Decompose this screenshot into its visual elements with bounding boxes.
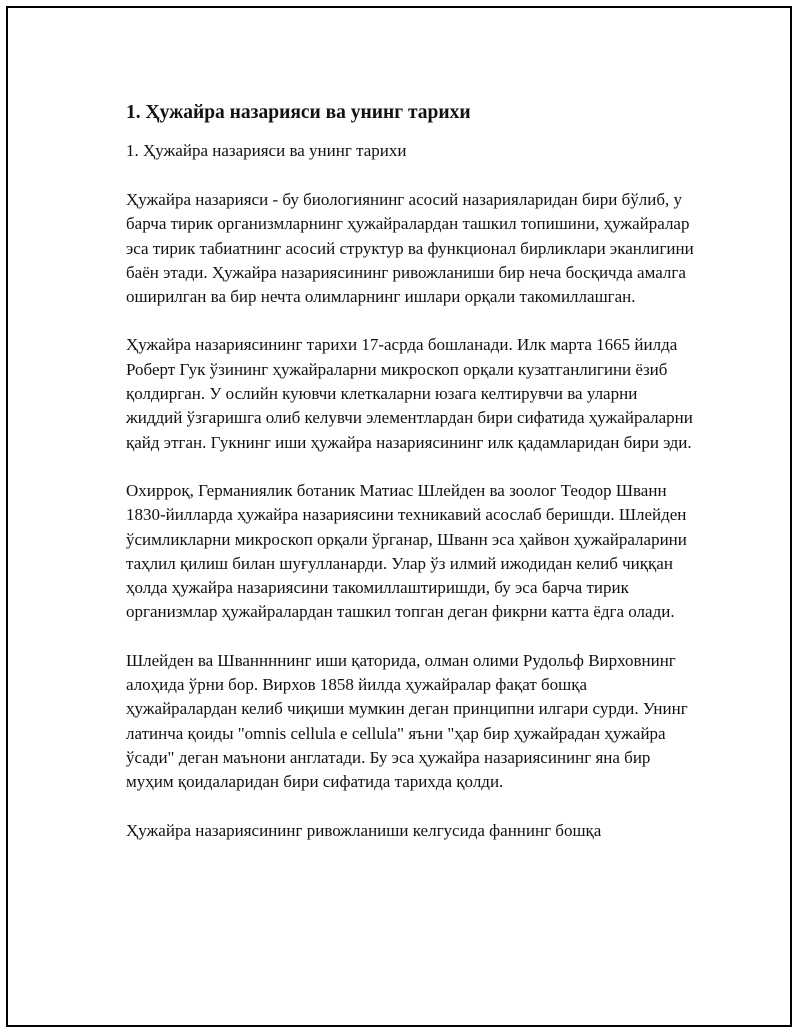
paragraph-intro: Ҳужайра назарияси - бу биологиянинг асосий назарияларидан бири бўлиб, у барча тирик организмларнинг ҳужайралардан ташкил топишини, ҳужайралар эса тирик табиатнинг асосий структур ва функционал бирликлари эканлигини баён этади. Ҳужайра назариясининг ривожланиши бир неча босқичда амалга оширилган ва бир нечта олимларнинг ишлари орқали такомиллашган.	[126, 190, 694, 307]
paragraph-virchow: Шлейден ва Шваннннинг иши қаторида, олман олими Рудольф Вирховнинг алоҳида ўрни бор. Вирхов 1858 йилда ҳужайралар фақат бошқа ҳужайралардан келиб чиқиши мумкин деган принципни илгари сурди. Унинг латинча қоиды "omnis cellula e cellula" яъни "ҳар бир ҳужайрадан ҳужайра ўсади" деган маънони англатади. Бу эса ҳужайра назариясининг яна бир муҳим қоидаларидан бири сифатида тарихда қолди.	[126, 650, 688, 792]
document-heading: 1. Ҳужайра назарияси ва унинг тарихи	[126, 102, 471, 123]
document-body	[126, 100, 696, 843]
paragraph-schleiden-schwann: Охирроқ, Германиялик ботаник Матиас Шлейден ва зоолог Теодор Шванн 1830-йилларда ҳужайра назариясини техникавий асослаб беришди. Шлейден ўсимликларни микроскоп орқали ўрганар, Шванн эса ҳайвон ҳужайраларини таҳлил қилиш билан шуғулланарди. Улар ўз илмий ижодидан келиб чиққан ҳолда ҳужайра назариясини такомиллаштиришди, бу эса барча тирик организмлар ҳужайралардан ташкил топган деган фикрни катта ёдга олади.	[126, 480, 687, 622]
paragraph-history-hooke: Ҳужайра назариясининг тарихи 17-асрда бошланади. Илк марта 1665 йилда Роберт Гук ўзининг ҳужайраларни микроскоп орқали кузатганлигини ёзиб қолдирган. У ослийн куювчи клеткаларни юзага келтирувчи ва уларни жиддий ўзгаришга олиб келувчи элементлардан бири сифатида ҳужайраларни қайд этган. Гукнинг иши ҳужайра назариясининг илк қадамларидан бири эди.	[126, 335, 693, 452]
paragraph-continuation: Ҳужайра назариясининг ривожланиши келгусида фаннинг бошқа	[126, 820, 602, 840]
document-subheading: 1. Ҳужайра назарияси ва унинг тарихи	[126, 141, 407, 160]
document-page	[6, 6, 792, 1027]
